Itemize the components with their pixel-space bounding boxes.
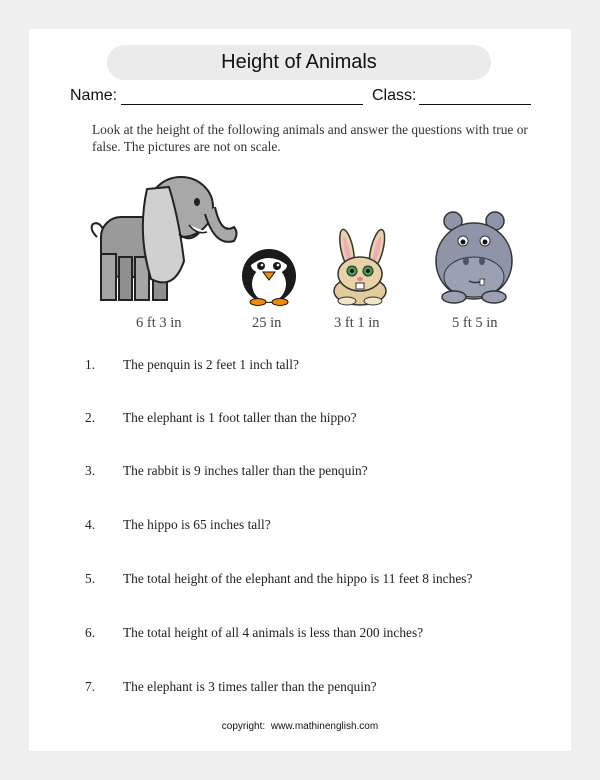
question-text: The penquin is 2 feet 1 inch tall?	[123, 357, 299, 372]
copyright-footer: copyright: www.mathinenglish.com	[221, 721, 379, 732]
question-text: The hippo is 65 inches tall?	[123, 517, 271, 532]
animal-illustrations	[29, 29, 571, 329]
name-label: Name:	[70, 87, 118, 104]
question-number: 4.	[85, 517, 96, 532]
question-number: 6.	[85, 625, 96, 640]
instructions-text: Look at the height of the following animals and answer the questions with true or false. The pictures are not on scale.	[92, 122, 528, 154]
penguin-illustration	[242, 249, 296, 306]
question-text: The elephant is 1 foot taller than the hippo?	[123, 410, 357, 425]
question-number: 3.	[85, 463, 96, 478]
question-text: The total height of the elephant and the hippo is 11 feet 8 inches?	[123, 571, 473, 586]
question-number: 1.	[85, 357, 96, 372]
rabbit-illustration	[334, 228, 388, 305]
penguin-height: 25 in	[252, 315, 282, 331]
question-text: The elephant is 3 times taller than the penquin?	[123, 679, 377, 694]
elephant-illustration	[92, 177, 237, 300]
worksheet-page	[29, 29, 571, 751]
class-label: Class:	[372, 87, 417, 104]
question-number: 2.	[85, 410, 96, 425]
rabbit-height: 3 ft 1 in	[334, 315, 380, 331]
hippo-height: 5 ft 5 in	[452, 315, 498, 331]
hippo-illustration	[436, 212, 512, 303]
question-number: 5.	[85, 571, 96, 586]
question-text: The rabbit is 9 inches taller than the penquin?	[123, 463, 368, 478]
elephant-height: 6 ft 3 in	[136, 315, 182, 331]
question-number: 7.	[85, 679, 96, 694]
worksheet-title: Height of Animals	[107, 45, 491, 80]
question-text: The total height of all 4 animals is less than 200 inches?	[123, 625, 424, 640]
